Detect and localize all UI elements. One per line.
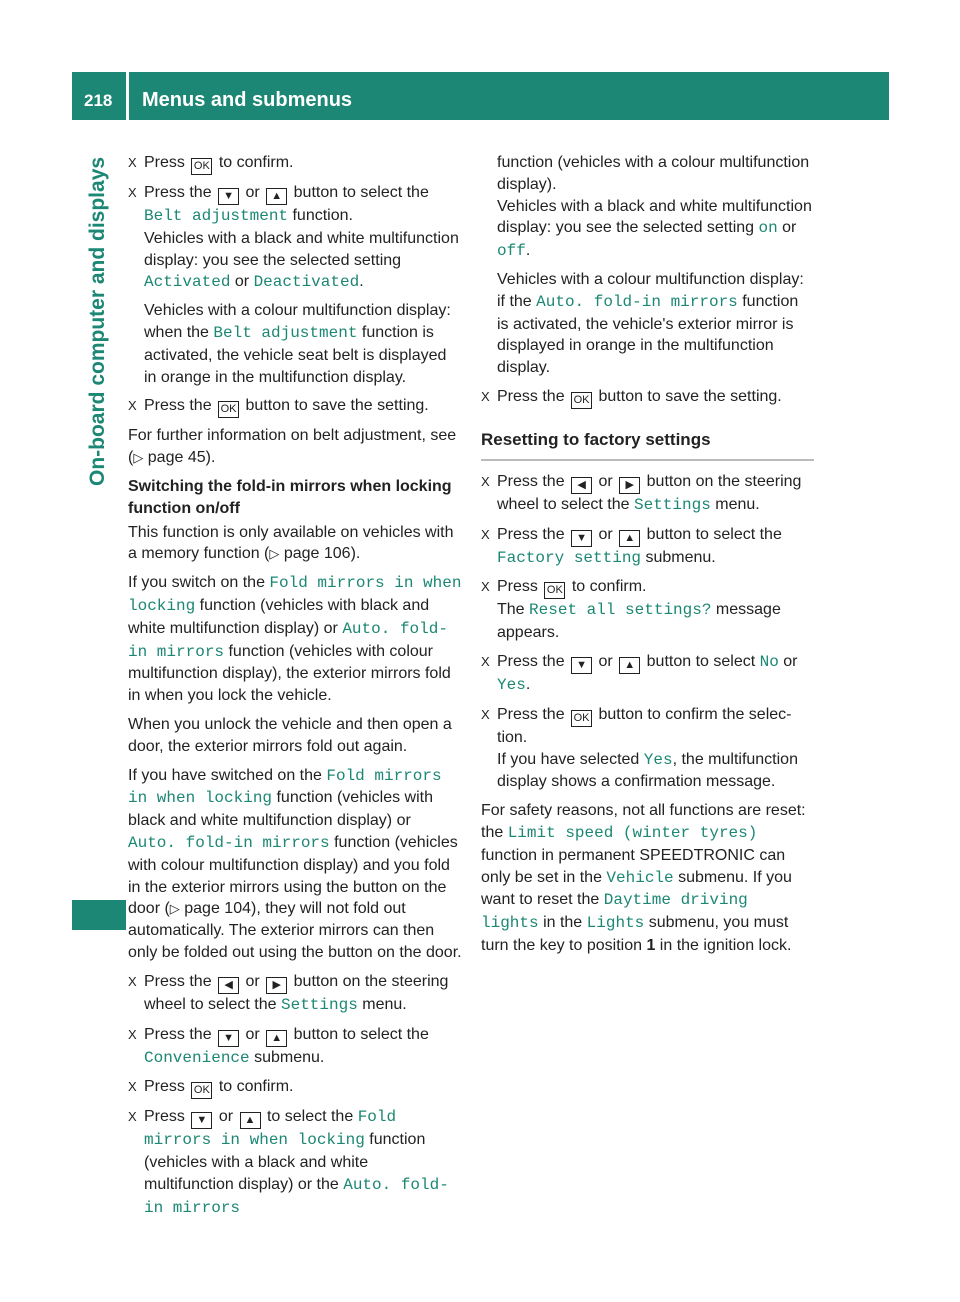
step-item: X Press the ◀ or ▶ button on the steering wheel to select the Settings menu. <box>128 972 449 1014</box>
step-item: X Press the ▼ or ▲ button to select the Belt adjustment function. Vehicles with a black and white multifunction display: you see the selected setting Activated or Deactivated. Vehicles with a colour multifunction display: when the Belt adjustment function is activated, the vehicle seat belt is displayed in orange in the multifunction display. <box>128 184 459 386</box>
bullet-arrow-icon: X <box>481 706 490 722</box>
menu-keyword: Convenience <box>144 1048 250 1067</box>
step-item: X Press ▼ or ▲ to select the Fold mirrors in when locking function (vehicles with a black and white multifunction display) or the Auto. fold-in mirrors <box>128 1108 449 1217</box>
ok-key-icon: OK <box>191 1082 212 1099</box>
down-key-icon: ▼ <box>571 657 592 674</box>
step-item: X Press the ▼ or ▲ button to select No or Yes. <box>481 652 798 694</box>
step-item: X Press the ▼ or ▲ button to select the Factory setting submenu. <box>481 525 782 567</box>
bullet-arrow-icon: X <box>128 973 137 989</box>
menu-keyword: Settings <box>633 495 711 514</box>
menu-keyword: Yes <box>643 750 673 769</box>
subheading: Switching the fold-in mirrors when locking function on/off <box>128 477 452 517</box>
ok-key-icon: OK <box>544 582 565 599</box>
bullet-arrow-icon: X <box>481 473 490 489</box>
chapter-marker <box>72 900 126 930</box>
paragraph: For further information on belt adjustment, see (▷ page 45). <box>128 427 457 467</box>
ok-key-icon: OK <box>191 158 212 175</box>
step-item: X Press the OK button to save the setting. <box>481 386 814 409</box>
menu-keyword: Vehicle <box>606 868 674 887</box>
ok-key-icon: OK <box>218 401 239 418</box>
bullet-arrow-icon: X <box>481 526 490 542</box>
right-column <box>481 152 814 964</box>
left-key-icon: ◀ <box>218 977 239 994</box>
page-number: 218 <box>84 91 113 110</box>
menu-keyword: Auto. fold-in mirrors <box>128 619 448 661</box>
page-header <box>72 72 889 120</box>
menu-keyword: Auto. fold-in mirrors <box>536 292 738 311</box>
up-key-icon: ▲ <box>619 530 640 547</box>
ok-key-icon: OK <box>571 392 592 409</box>
menu-keyword: Belt adjustment <box>213 323 358 342</box>
menu-keyword: Lights <box>586 914 645 933</box>
left-key-icon: ◀ <box>571 477 592 494</box>
ok-key-icon: OK <box>571 710 592 727</box>
menu-keyword: Daytime driving lights <box>481 891 748 933</box>
header-divider <box>126 72 129 120</box>
page-ref-icon: ▷ <box>169 901 180 917</box>
paragraph: This function is only available on vehicles with a memory function (▷ page 106). <box>128 523 454 563</box>
menu-keyword: Yes <box>497 675 526 694</box>
menu-keyword: Fold mirrors in when locking <box>128 766 442 808</box>
menu-keyword: Auto. fold-in mirrors <box>144 1175 449 1217</box>
menu-keyword: Fold mirrors in when locking <box>128 574 462 615</box>
step-item: X Press OK to confirm. <box>128 152 462 175</box>
menu-keyword: Belt adjustment <box>144 207 289 225</box>
step-item: X Press the OK button to save the setting. <box>128 395 462 418</box>
paragraph: When you unlock the vehicle and then open a door, the exterior mirrors fold out again. <box>128 715 452 755</box>
down-key-icon: ▼ <box>571 530 592 547</box>
down-key-icon: ▼ <box>191 1112 212 1129</box>
menu-keyword: off <box>497 242 526 261</box>
bullet-arrow-icon: X <box>481 653 490 669</box>
up-key-icon: ▲ <box>619 657 640 674</box>
bullet-arrow-icon: X <box>481 579 490 595</box>
paragraph: If you switch on the Fold mirrors in when locking function (vehicles with black and white multifunction display) or Auto. fold-in mirrors function (vehicles with colour multifunction display), the exterior mirrors fold in when you lock the vehicle. <box>128 574 462 705</box>
left-column <box>128 152 462 1226</box>
page-title: Menus and submenus <box>142 89 353 111</box>
step-item: X Press OK to confirm. The Reset all settings? message appears. <box>481 578 781 642</box>
right-key-icon: ▶ <box>266 977 287 994</box>
up-key-icon: ▲ <box>266 1030 287 1047</box>
menu-keyword: Activated <box>144 273 231 292</box>
bullet-arrow-icon: X <box>128 1079 137 1095</box>
up-key-icon: ▲ <box>240 1112 261 1129</box>
section-heading: Resetting to factory settings <box>481 429 814 461</box>
down-key-icon: ▼ <box>218 1030 239 1047</box>
menu-keyword: Factory setting <box>497 548 642 567</box>
paragraph: If you have switched on the Fold mirrors in when locking function (vehicles with black and white multifunction display) or Auto. fold-in mirrors function (vehicles with colour multifunction display) and you fold in the exterior mirrors using the button on the door (▷ page 104), they will not fold out automatically. The exterior mirrors can then only be folded out using the button on the door. <box>128 766 462 961</box>
menu-keyword: Auto. fold-in mirrors <box>128 833 330 852</box>
up-key-icon: ▲ <box>266 188 287 205</box>
bullet-arrow-icon: X <box>128 185 137 200</box>
down-key-icon: ▼ <box>218 188 239 205</box>
menu-keyword: Settings <box>280 995 358 1014</box>
step-item: X Press the ▼ or ▲ button to select the Convenience submenu. <box>128 1025 429 1067</box>
bullet-arrow-icon: X <box>128 1109 137 1125</box>
right-key-icon: ▶ <box>619 477 640 494</box>
step-item: X Press the ◀ or ▶ button on the steering wheel to select the Settings menu. <box>481 472 802 514</box>
bullet-arrow-icon: X <box>128 155 137 170</box>
page-ref-icon: ▷ <box>133 450 144 466</box>
step-item: X Press OK to confirm. <box>128 1076 462 1099</box>
menu-keyword: Deactivated <box>253 273 360 292</box>
menu-keyword: No <box>759 652 779 671</box>
bullet-arrow-icon: X <box>128 398 137 414</box>
bullet-arrow-icon: X <box>481 388 490 404</box>
step-item: X Press the OK button to confirm the selection. If you have selected Yes, the multifunction display shows a confirmation message. <box>481 705 798 791</box>
menu-keyword: Reset all settings? <box>529 601 712 620</box>
chapter-title: On-board computer and displays <box>86 156 109 486</box>
menu-keyword: Limit speed (winter tyres) <box>507 823 758 842</box>
paragraph: For safety reasons, not all functions are reset: the Limit speed (winter tyres) function in permanent SPEEDTRONIC can only be set in the Vehicle submenu. If you want to reset the Daytime driving lights in the Lights submenu, you must turn the key to position 1 in the ignition lock. <box>481 802 806 954</box>
paragraph: function (vehicles with a colour multifunction display). Vehicles with a black and white multifunction display: you see the selected setting on or off. Vehicles with a colour multifunction display: if the Auto. fold-in mirrors function is activated, the vehicle's exterior mirror is displayed in orange in the multifunction display. <box>497 154 812 377</box>
page-ref-icon: ▷ <box>269 546 280 562</box>
bullet-arrow-icon: X <box>128 1026 137 1042</box>
menu-keyword: Fold mirrors in when locking <box>144 1108 397 1150</box>
menu-keyword: on <box>758 219 778 238</box>
